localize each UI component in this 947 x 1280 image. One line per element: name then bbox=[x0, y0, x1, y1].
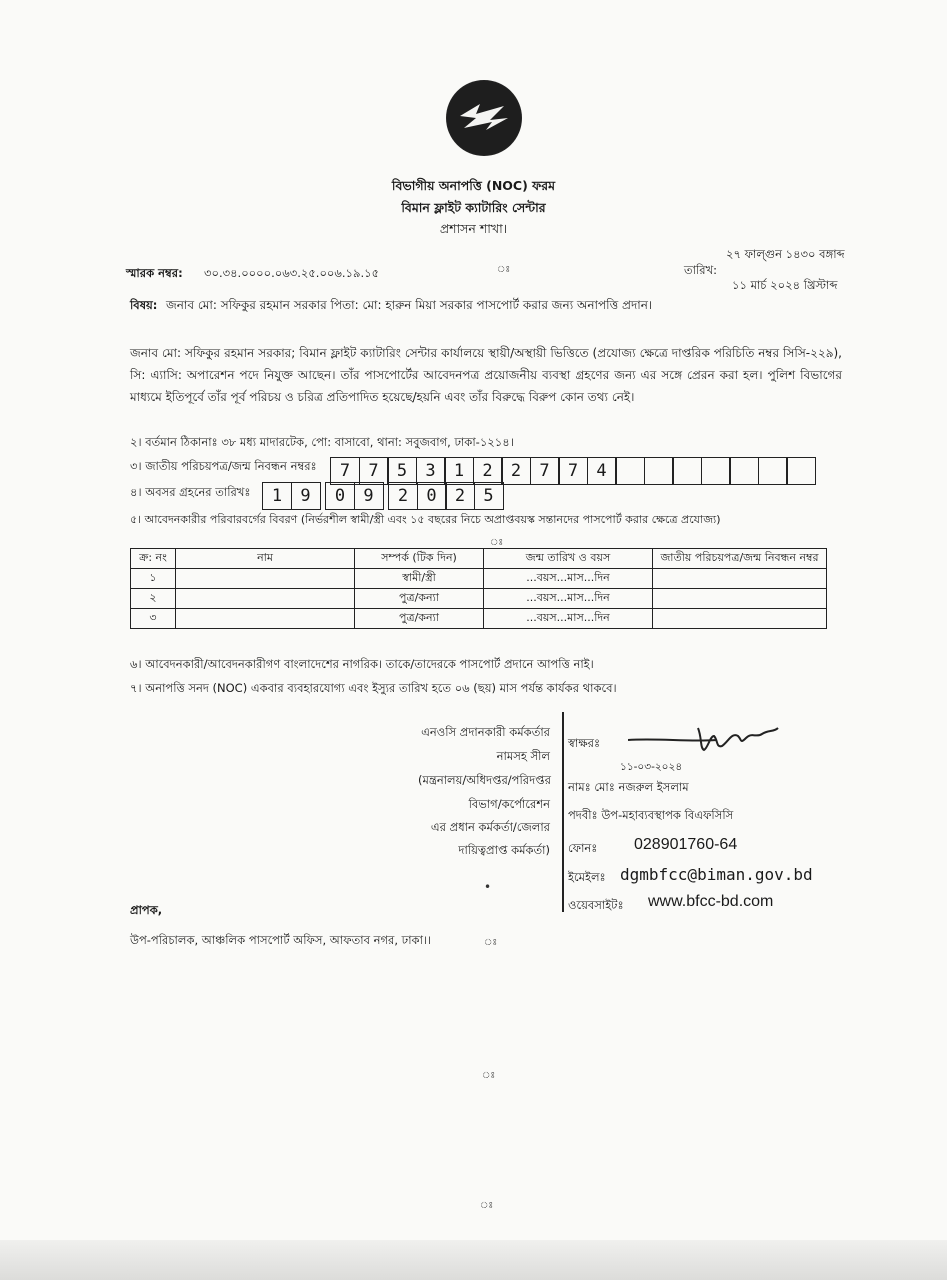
issuer-line: বিভাগ/কর্পোরেশন bbox=[468, 797, 550, 811]
scan-mark: ঃ bbox=[480, 1201, 494, 1211]
cell-dob: ...বয়স...মাস...দিন bbox=[484, 589, 653, 609]
cell-nid bbox=[653, 609, 827, 629]
cell-name bbox=[176, 609, 355, 629]
recipient-label: প্রাপক, bbox=[130, 903, 163, 917]
nid-digit: 2 bbox=[473, 457, 503, 485]
nid-digit bbox=[786, 457, 816, 485]
signature-date: ১১-০৩-২০২৪ bbox=[620, 761, 683, 773]
cell-relation: পুত্র/কন্যা bbox=[355, 609, 484, 629]
table-header-row bbox=[131, 549, 827, 569]
cell-name bbox=[176, 589, 355, 609]
website-url: www.bfcc-bd.com bbox=[648, 893, 774, 910]
signature-label: স্বাক্ষরঃ bbox=[568, 736, 601, 750]
retirement-date-boxes bbox=[262, 482, 502, 510]
issuer-line: (মন্ত্রনালয়/অধিদপ্তর/পরিদপ্তর bbox=[418, 773, 551, 787]
noc-validity-statement: ৭। অনাপত্তি সনদ (NOC) একবার ব্যবহারযোগ্য এবং ইস্যুর তারিখ হতে ০৬ (ছয়) মাস পর্যন্ত কার্যকর থাকবে। bbox=[130, 681, 617, 695]
table-row bbox=[131, 609, 827, 629]
col-header-name: নাম bbox=[176, 549, 355, 569]
signer-designation: পদবীঃ উপ-মহাব্যবস্থাপক বিএফসিসি bbox=[568, 808, 734, 822]
nid-label: ৩। জাতীয় পরিচয়পত্র/জন্ম নিবন্ধন নম্বরঃ bbox=[130, 459, 317, 473]
retire-year-digit: 2 bbox=[445, 482, 475, 510]
retire-day-digit: 9 bbox=[291, 482, 321, 510]
issuer-line: দায়িত্বপ্রাপ্ত কর্মকর্তা) bbox=[458, 843, 550, 857]
email-label: ইমেইলঃ bbox=[568, 870, 606, 884]
scan-mark: ঃ bbox=[497, 265, 511, 275]
table-row bbox=[131, 569, 827, 589]
nid-boxes bbox=[330, 457, 815, 485]
issuer-line: এনওসি প্রদানকারী কর্মকর্তার bbox=[421, 725, 550, 739]
scan-mark: ঃ bbox=[484, 938, 498, 948]
nid-digit: 5 bbox=[387, 457, 417, 485]
nid-digit bbox=[644, 457, 674, 485]
phone-label: ফোনঃ bbox=[568, 841, 598, 855]
scan-mark: ঃ bbox=[482, 1071, 496, 1081]
memo-number: ৩০.৩৪.০০০০.০৬৩.২৫.০০৬.১৯.১৫ bbox=[204, 266, 380, 280]
biman-logo bbox=[446, 80, 522, 156]
current-address: ২। বর্তমান ঠিকানাঃ ৩৮ মধ্য মাদারটেক, পো: বাসাবো, থানা: সবুজবাগ, ঢাকা-১২১৪। bbox=[130, 435, 514, 449]
nid-digit: 7 bbox=[530, 457, 560, 485]
retire-year-digit: 5 bbox=[474, 482, 504, 510]
family-details-label: ৫। আবেদনকারীর পরিবারবর্গের বিবরণ (নির্ভরশীল স্বামী/স্ত্রী এবং ১৫ বছরের নিচে অপ্রাপ্তবয়স্ক সন্তানদের পাসপোর্ট করার ক্ষেত্রে প্রযোজ্য) bbox=[130, 513, 721, 526]
date-label: তারিখ: bbox=[684, 263, 718, 277]
nid-digit bbox=[758, 457, 788, 485]
cell-sl: ৩ bbox=[131, 609, 176, 629]
cell-dob: ...বয়স...মাস...দিন bbox=[484, 609, 653, 629]
phone-number: 028901760-64 bbox=[634, 836, 738, 853]
col-header-nid: জাতীয় পরিচয়পত্র/জন্ম নিবন্ধন নম্বর bbox=[653, 549, 827, 569]
col-header-relation: সম্পর্ক (টিক দিন) bbox=[355, 549, 484, 569]
issuer-line: এর প্রধান কর্মকর্তা/জেলার bbox=[430, 820, 550, 834]
table-row bbox=[131, 589, 827, 609]
subject-text: জনাব মো: সফিকুর রহমান সরকার পিতা: মো: হারুন মিয়া সরকার পাসপোর্ট করার জন্য অনাপত্তি প্রদান। bbox=[166, 298, 653, 312]
nid-digit: 4 bbox=[587, 457, 617, 485]
date-bangla: ২৭ ফাল্গুন ১৪৩০ বঙ্গাব্দ bbox=[726, 247, 845, 261]
nid-digit: 1 bbox=[444, 457, 474, 485]
cell-name bbox=[176, 569, 355, 589]
signer-name: নামঃ মোঃ নজরুল ইসলাম bbox=[568, 780, 689, 794]
form-title: বিভাগীয় অনাপত্তি (NOC) ফরম bbox=[391, 178, 556, 193]
recipient-address: উপ-পরিচালক, আঞ্চলিক পাসপোর্ট অফিস, আফতাব নগর, ঢাকা।। bbox=[130, 933, 432, 947]
cell-sl: ১ bbox=[131, 569, 176, 589]
retire-year-digit: 0 bbox=[417, 482, 447, 510]
subject-label: বিষয়: bbox=[130, 298, 158, 312]
nid-digit: 7 bbox=[359, 457, 389, 485]
body-paragraph: জনাব মো: সফিকুর রহমান সরকার; বিমান ফ্লাইট ক্যাটারিং সেন্টার কার্যালয়ে স্থায়ী/অস্থায়ী ভিত্তিতে (প্রযোজ্য ক্ষেত্রে দাপ্তরিক পরিচিতি নম্বর সিসি-২২৯), সি: এ্যাসি: অপারেশন পদে নিযুক্ত আছেন। তাঁর পাসপোর্টের আবেদনপত্র প্রয়োজনীয় ব্যবস্থা গ্রহণের জন্য এর সঙ্গে প্রেরন করা হল। পুলিশ বিভাগের মাধ্যমে ইতিপূর্বে তাঁর পূর্ব পরিচয় ও চরিত্র প্রতিপাদিত হয়েছে/হয়নি এবং তাঁর বিরুদ্ধে বিরুপ কোন তথ্য নেই। bbox=[130, 346, 842, 404]
cell-relation: স্বামী/স্ত্রী bbox=[355, 569, 484, 589]
cell-sl: ২ bbox=[131, 589, 176, 609]
biman-logo-mark bbox=[446, 80, 522, 156]
date-english: ১১ মার্চ ২০২৪ খ্রিস্টাব্দ bbox=[732, 278, 838, 292]
website-label: ওয়েবসাইটঃ bbox=[568, 898, 624, 912]
scan-mark: • bbox=[484, 880, 492, 894]
handwritten-signature bbox=[628, 718, 788, 758]
branch-name: প্রশাসন শাখা। bbox=[439, 221, 508, 236]
nid-digit bbox=[615, 457, 645, 485]
org-name: বিমান ফ্লাইট ক্যাটারিং সেন্টার bbox=[401, 200, 546, 215]
cell-dob: ...বয়স...মাস...দিন bbox=[484, 569, 653, 589]
retire-month-digit: 0 bbox=[325, 482, 355, 510]
retire-day-digit: 1 bbox=[262, 482, 292, 510]
cell-nid bbox=[653, 589, 827, 609]
nid-digit: 3 bbox=[416, 457, 446, 485]
citizenship-statement: ৬। আবেদনকারী/আবেদনকারীগণ বাংলাদেশের নাগরিক। তাকে/তাদেরকে পাসপোর্ট প্রদানে আপত্তি নাই। bbox=[130, 657, 594, 671]
retire-month-digit: 9 bbox=[354, 482, 384, 510]
issuer-line: নামসহ সীল bbox=[496, 749, 550, 763]
retirement-label: ৪। অবসর গ্রহনের তারিখঃ bbox=[130, 485, 251, 499]
retire-year-digit: 2 bbox=[388, 482, 418, 510]
nid-digit: 7 bbox=[558, 457, 588, 485]
nid-digit bbox=[701, 457, 731, 485]
cell-relation: পুত্র/কন্যা bbox=[355, 589, 484, 609]
scan-mark: ঃ bbox=[490, 538, 504, 548]
vertical-divider bbox=[562, 712, 564, 912]
col-header-dob: জন্ম তারিখ ও বয়স bbox=[484, 549, 653, 569]
nid-digit: 7 bbox=[330, 457, 360, 485]
memo-label: স্মারক নম্বর: bbox=[126, 266, 183, 280]
col-header-sl: ক্র: নং bbox=[131, 549, 176, 569]
page-edge-shadow bbox=[0, 1240, 947, 1280]
email-address: dgmbfcc@biman.gov.bd bbox=[620, 865, 813, 884]
nid-digit bbox=[672, 457, 702, 485]
nid-digit: 2 bbox=[501, 457, 531, 485]
nid-digit bbox=[729, 457, 759, 485]
family-table bbox=[130, 548, 827, 629]
cell-nid bbox=[653, 569, 827, 589]
